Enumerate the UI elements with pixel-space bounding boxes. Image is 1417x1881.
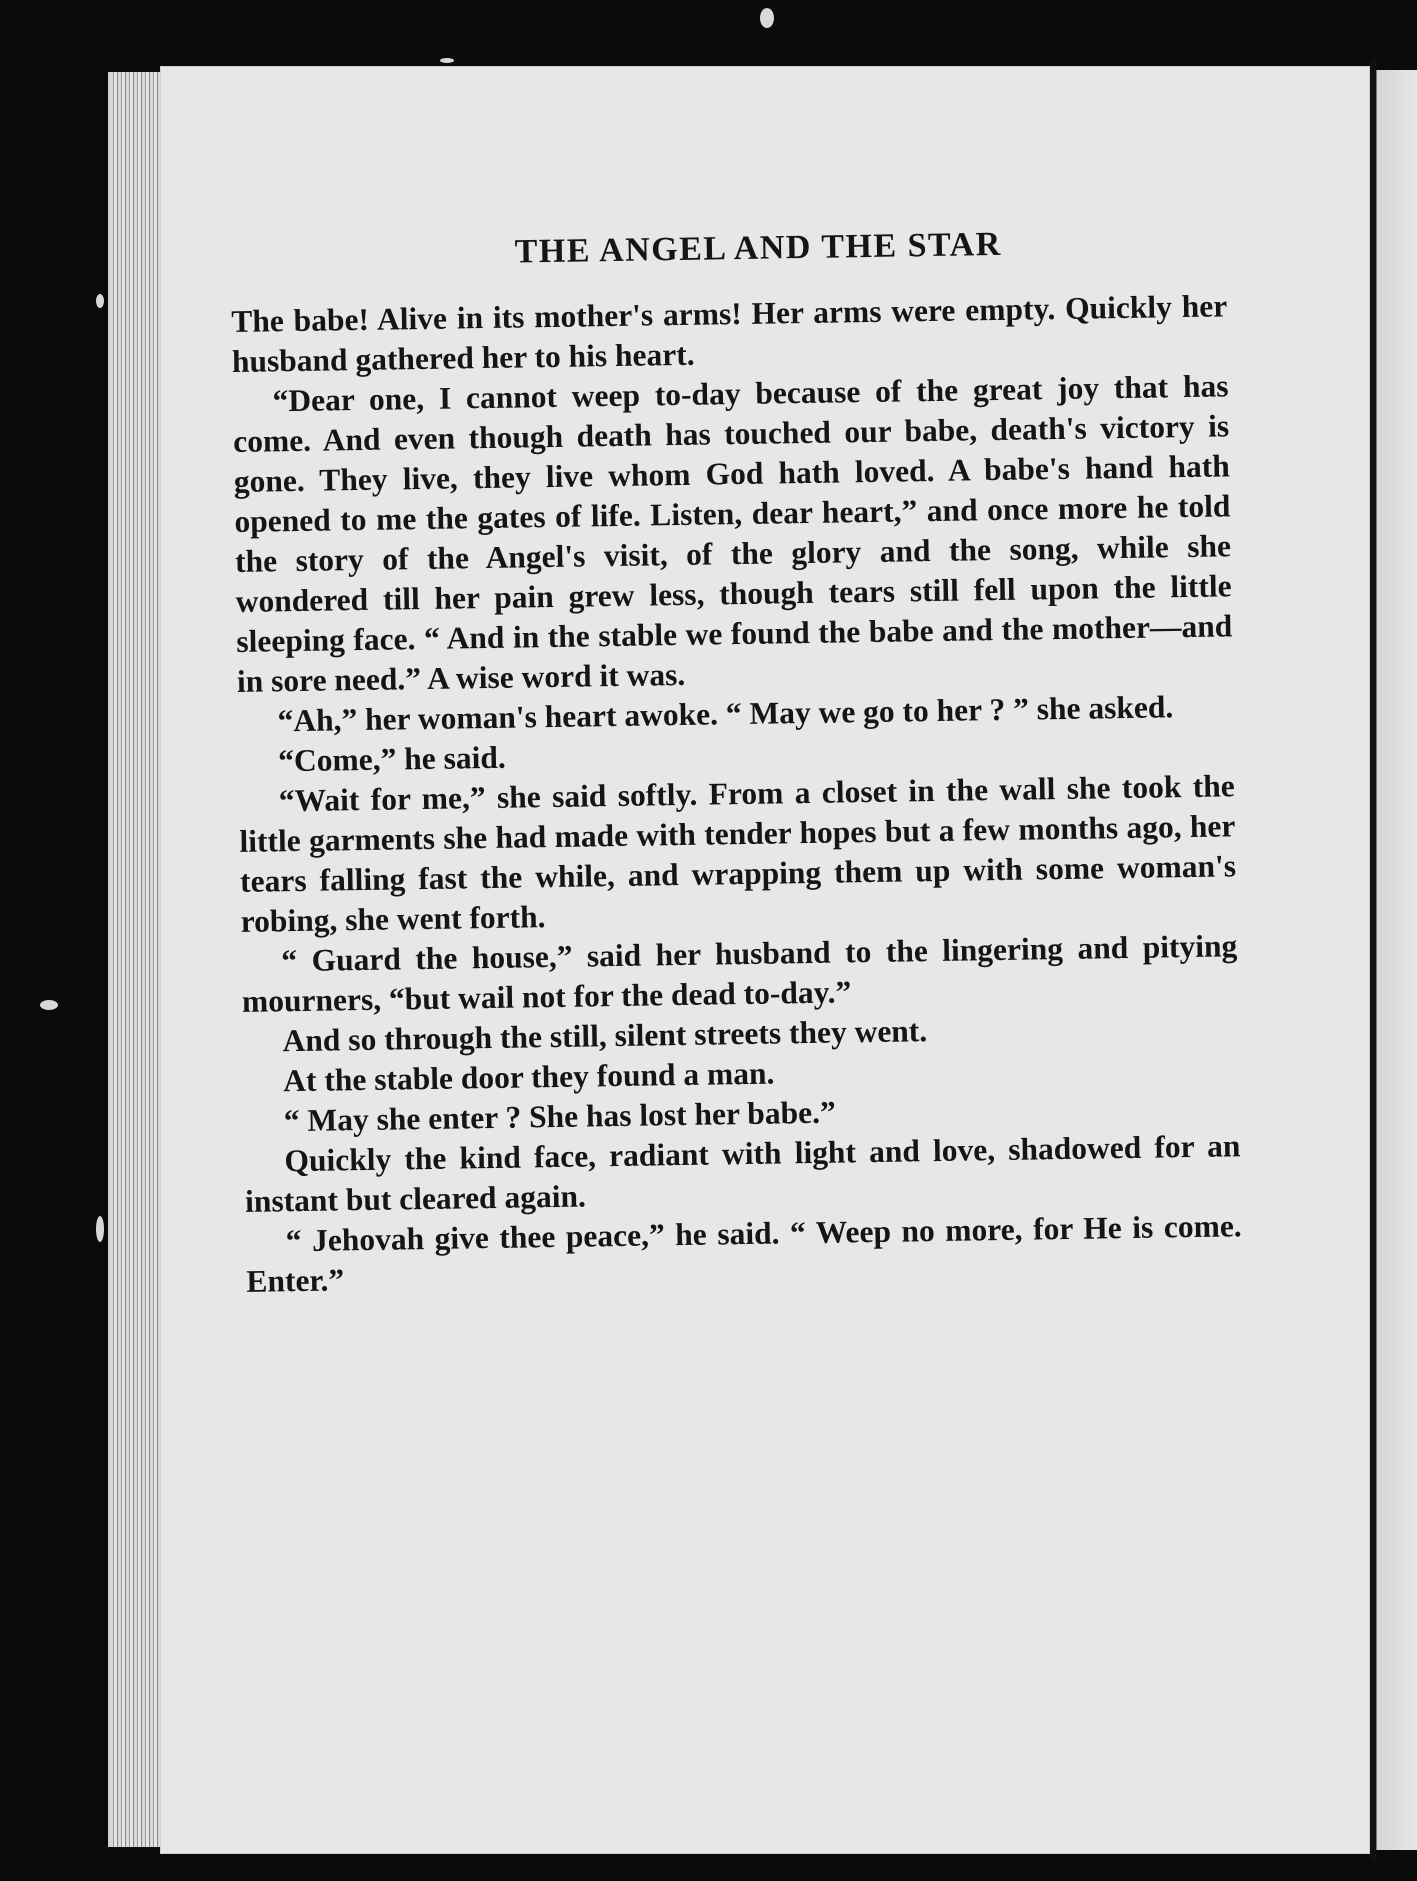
paragraph: “Come,” he said.	[277, 739, 506, 779]
paragraph: And so through the still, silent streets they went.	[282, 1013, 928, 1059]
paragraph: The babe! Alive in its mother's arms! Her arms were empty. Quickly her husband gathered her to his heart.	[231, 288, 1228, 379]
paragraph: “Dear one, I cannot weep to-day because of the great joy that has come. And even though death has touched our babe, death's victory is gone. They live, they live whom God hath loved. A babe's hand hath opened to me the gates of life. Listen, dear heart,” and once more he told the story of the Angel's visit, of the glory and the song, while she wondered till her pain grew less, though tears still fell upon the little sleeping face. “ And in the stable we found the babe and the mother—and in sore need.” A wise word it was.	[232, 368, 1233, 699]
paragraph: “ Jehovah give thee peace,” he said. “ Weep no more, for He is come. Enter.”	[246, 1208, 1242, 1299]
paragraph: “ Guard the house,” said her husband to the lingering and pitying mourners, “but wail not for the dead to-day.”	[241, 928, 1238, 1019]
paragraph: Quickly the kind face, radiant with light and love, shadowed for an instant but cleared again.	[244, 1128, 1241, 1219]
facing-page-edge	[1376, 70, 1417, 1850]
running-head: THE ANGEL AND THE STAR	[514, 225, 1003, 271]
paragraph: “Wait for me,” she said softly. From a closet in the wall she took the little garments she had made with tender hopes but a few months ago, her tears falling fast the while, and wrapping them up with some woman's robing, she went forth.	[239, 768, 1237, 939]
paragraph: At the stable door they found a man.	[282, 1055, 775, 1099]
paragraph: “ May she enter ? She has lost her babe.”	[283, 1094, 836, 1139]
paragraph: “Ah,” her woman's heart awoke. “ May we go to her ? ” she asked.	[277, 689, 1174, 739]
page-text	[230, 222, 1243, 1302]
